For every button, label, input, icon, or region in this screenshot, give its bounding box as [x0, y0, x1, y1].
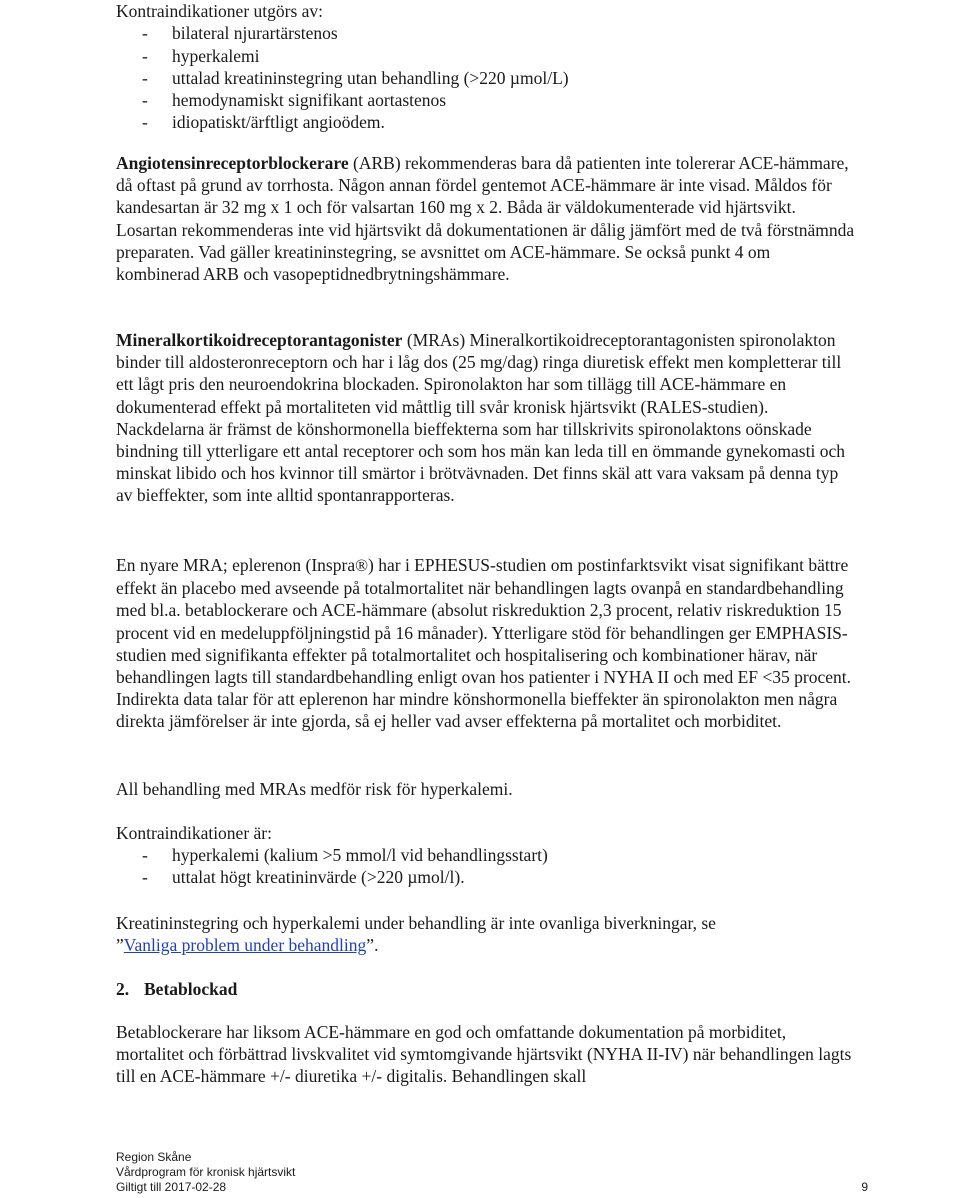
list-item: - hyperkalemi	[142, 45, 260, 66]
arb-paragraph: Angiotensinreceptorblockerare (ARB) rekommenderas bara då patienten inte tolererar ACE-hämmare, då oftast på grund av torrhosta. Någon annan fördel gentemot ACE-hämmare är inte visad. Måldos för kandesartan är 32 mg x 1 och för valsartan 160 mg x 2. Båda är väldokumenterade vid hjärtsvikt. Losartan rekommenderas inte vid hjärtsvikt då dokumentationen är dålig jämfört med de två förstnämnda preparaten. Vad gäller kreatininstegring, se avsnittet om ACE-hämmare. Se också punkt 4 om kombinerad ARB och vasopeptidnedbrytningshämmare.	[116, 153, 855, 285]
mra-term: Mineralkortikoidreceptorantagonister	[116, 330, 403, 350]
list-item: - idiopatiskt/ärftligt angioödem.	[142, 112, 385, 133]
page-footer	[116, 1150, 868, 1195]
list-item: - bilateral njurartärstenos	[142, 23, 338, 44]
page-number: 9	[861, 1180, 868, 1194]
betablockad-paragraph: Betablockerare har liksom ACE-hämmare en god och omfattande dokumentation på morbiditet, mortalitet och förbättrad livskvalitet vid symtomgivande hjärtsvikt (NYHA II-IV) när behandlingen lagts till en ACE-hämmare +/- diuretika +/- digitalis. Behandlingen skall	[116, 1022, 852, 1087]
list-item: - hyperkalemi (kalium >5 mmol/l vid behandlingsstart)	[142, 845, 548, 866]
footer-org: Region Skåne	[116, 1150, 192, 1164]
section-heading-betablockad: 2. Betablockad	[116, 979, 238, 999]
mra-paragraph: Mineralkortikoidreceptorantagonister (MRAs) Mineralkortikoidreceptorantagonisten spironolakton binder till aldosteronreceptorn och har i låg dos (25 mg/dag) ringa diuretisk effekt men kompletterar till ett lågt pris den neuroendokrina blockaden. Spironolakton har som tillägg till ACE-hämmare en dokumenterad effekt på mortaliteten vid måttlig till svår kronisk hjärtsvikt (RALES-studien). Nackdelarna är främst de könshormonella bieffekterna som har tillskrivits spironolaktons oönskade bindning till ytterligare ett antal receptorer och som hos män kan leda till en ömmande gynekomasti och minskat libido och hos kvinnor till smärtor i brötvävnaden. Det finns skäl att vara vaksam på denna typ av bieffekter, som inte alltid spontanrapporteras.	[116, 330, 845, 506]
list-item: - uttalat högt kreatininvärde (>220 µmol/l).	[142, 867, 465, 888]
list-item: - uttalad kreatininstegring utan behandling (>220 µmol/L)	[142, 67, 569, 88]
contraindications-list-2	[116, 822, 856, 889]
arb-term: Angiotensinreceptorblockerare	[116, 153, 349, 173]
contraindications-intro: Kontraindikationer utgörs av:	[116, 1, 324, 21]
contraindications-list-1	[116, 0, 856, 133]
contraindications-intro: Kontraindikationer är:	[116, 823, 272, 843]
hyperkalemi-risk-text: All behandling med MRAs medför risk för hyperkalemi.	[116, 779, 513, 799]
biverkningar-paragraph: Kreatininstegring och hyperkalemi under behandling är inte ovanliga biverkningar, se ”Vanliga problem under behandling”.	[116, 913, 716, 956]
registered-mark: ®	[355, 556, 369, 575]
eplerenon-paragraph: En nyare MRA; eplerenon (Inspra®) har i EPHESUS-studien om postinfarktsvikt visat signifikant bättre effekt än placebo med avseende på totalmortalitet när behandlingen lagts ovanpå en standardbehandling med bl.a. betablockerare och ACE-hämmare (absolut riskreduktion 2,3 procent, relativ riskreduktion 15 procent vid en medeluppföljningstid på 16 månader). Ytterligare stöd för behandlingen ger EMPHASIS-studien med signifikanta effekter på totalmortalitet och hospitalisering och kombinationer härav, när behandlingen lagts till standardbehandling enligt ovan hos patienter i NYHA II och med EF <35 procent. Indirekta data talar för att eplerenon har mindre könshormonella bieffekter än spironolakton men några direkta jämförelser är inte gjorda, så ej heller vad avser effekterna på mortalitet och morbiditet.	[116, 555, 851, 732]
footer-valid-date: Giltigt till 2017-02-28	[116, 1180, 227, 1194]
footer-document-title: Vårdprogram för kronisk hjärtsvikt	[116, 1165, 296, 1179]
vanliga-problem-link[interactable]: Vanliga problem under behandling	[123, 935, 367, 956]
list-item: - hemodynamiskt signifikant aortastenos	[142, 90, 447, 110]
